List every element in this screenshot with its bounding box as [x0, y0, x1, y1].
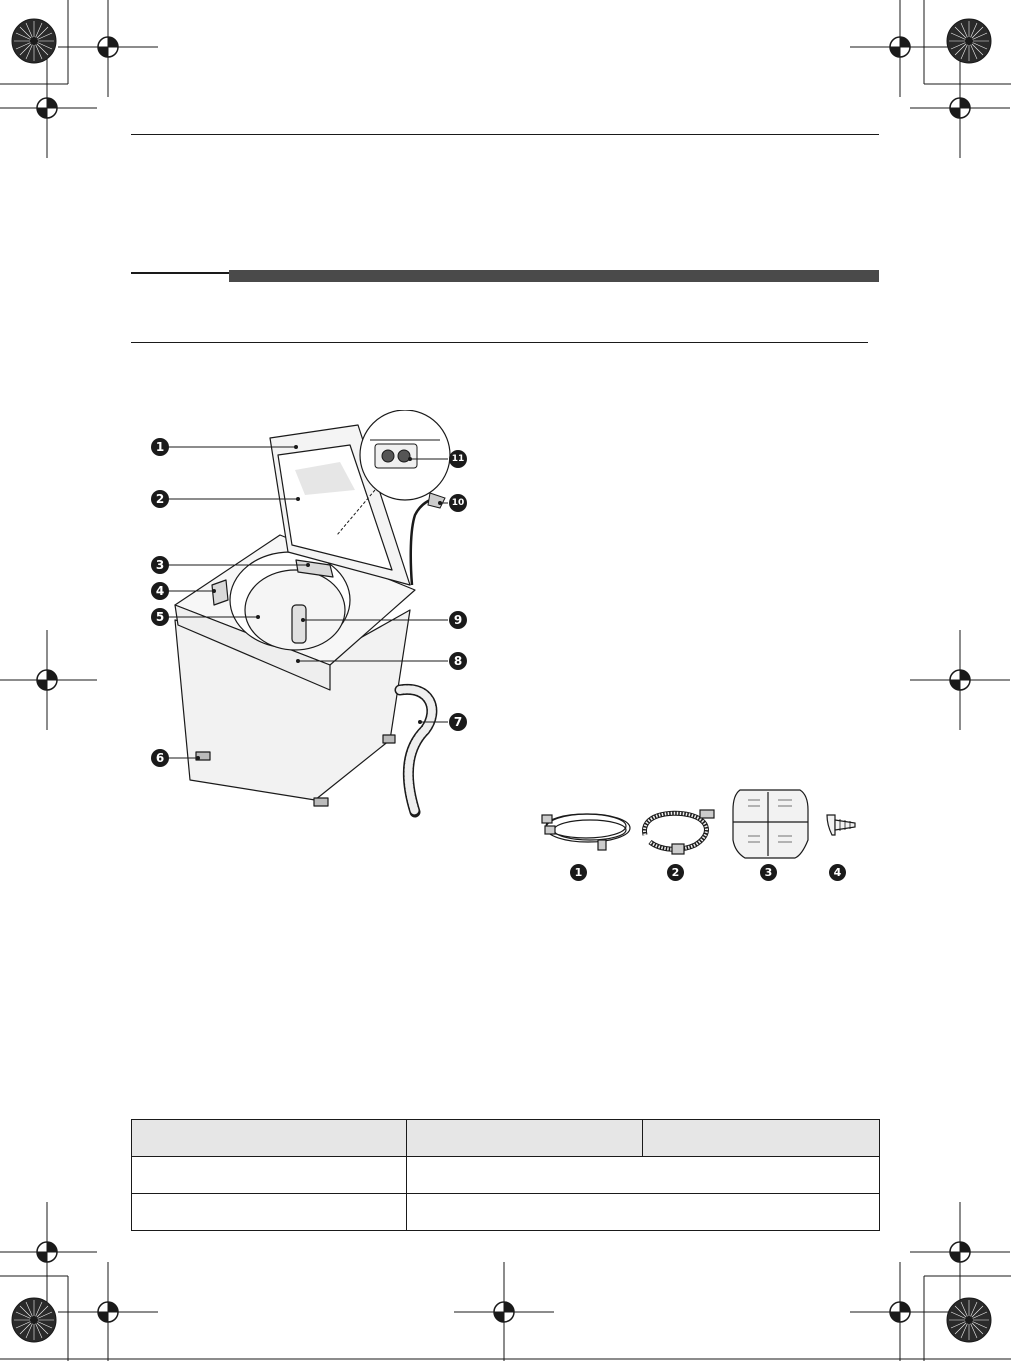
table-header-cell [407, 1120, 643, 1157]
marker-9: 9 [449, 611, 467, 629]
table-header-cell [643, 1120, 880, 1157]
table-row [132, 1194, 880, 1231]
table-cell [132, 1157, 407, 1194]
marker-6: 6 [151, 749, 169, 767]
table-row [132, 1157, 880, 1194]
header-rule [131, 134, 879, 135]
accessories-illustration [535, 785, 865, 865]
accessory-marker-3: 3 [760, 864, 777, 881]
washer-illustration [150, 410, 500, 840]
table-header-row [132, 1120, 880, 1157]
marker-8: 8 [449, 652, 467, 670]
table-header-cell [132, 1120, 407, 1157]
section-bar-thin [131, 272, 229, 274]
accessory-marker-4: 4 [829, 864, 846, 881]
section-bar [229, 270, 879, 282]
table-cell [407, 1157, 880, 1194]
table-cell [132, 1194, 407, 1231]
marker-10: 10 [449, 494, 467, 512]
subsection-rule [131, 342, 868, 343]
table-cell [407, 1194, 880, 1231]
spec-table [131, 1119, 880, 1231]
marker-1: 1 [151, 438, 169, 456]
accessory-marker-2: 2 [667, 864, 684, 881]
marker-3: 3 [151, 556, 169, 574]
marker-7: 7 [449, 713, 467, 731]
marker-4: 4 [151, 582, 169, 600]
marker-2: 2 [151, 490, 169, 508]
marker-5: 5 [151, 608, 169, 626]
accessory-marker-1: 1 [570, 864, 587, 881]
marker-11: 11 [449, 450, 467, 468]
